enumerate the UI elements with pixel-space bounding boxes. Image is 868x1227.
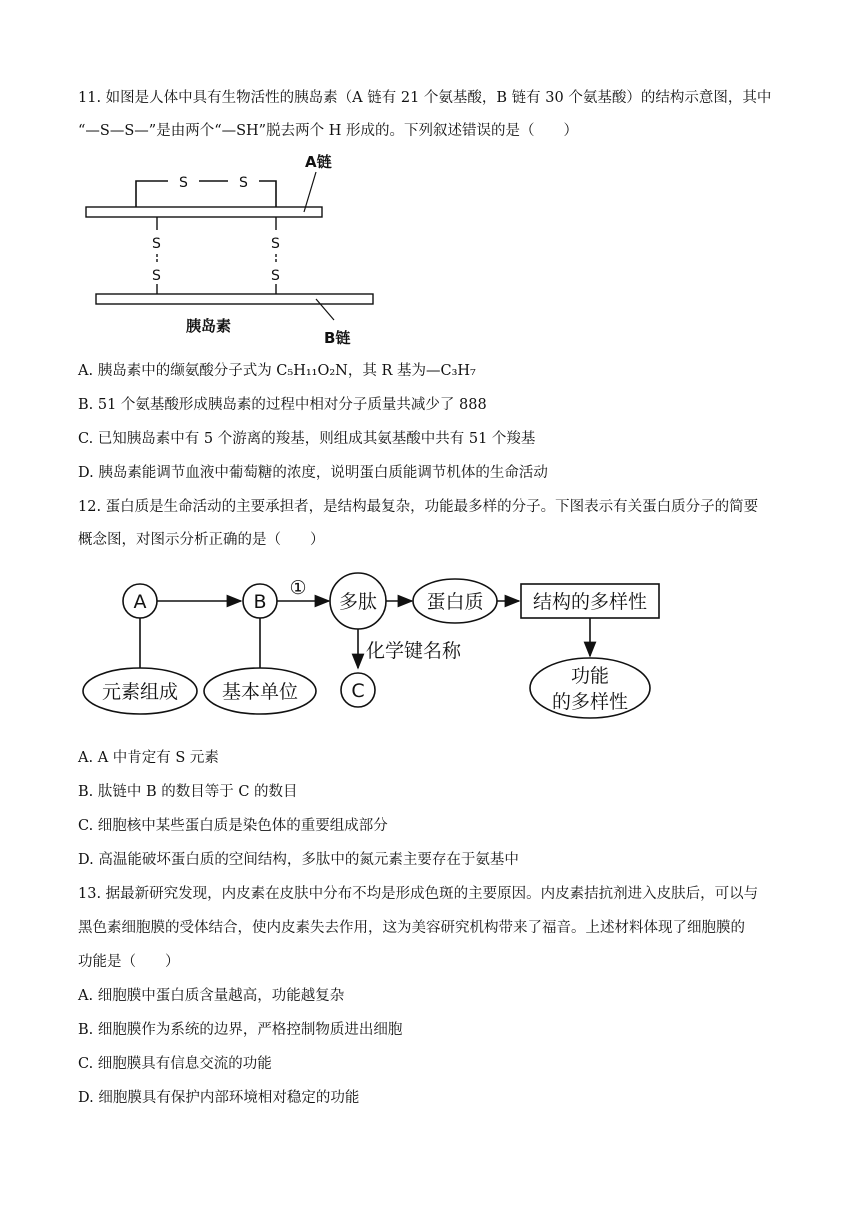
q11-option-b: B. 51 个氨基酸形成胰岛素的过程中相对分子质量共减少了 888 [78, 397, 487, 413]
node-a-label: A [133, 591, 147, 613]
q13-option-c: C. 细胞膜具有信息交流的功能 [78, 1056, 272, 1072]
q12-stem-line2: 概念图，对图示分析正确的是（ ） [78, 532, 325, 548]
q11-option-c: C. 已知胰岛素中有 5 个游离的羧基，则组成其氨基酸中共有 51 个羧基 [78, 431, 536, 447]
q12-option-a: A. A 中肯定有 S 元素 [78, 750, 219, 766]
q13-option-b: B. 细胞膜作为系统的边界，严格控制物质进出细胞 [78, 1022, 403, 1038]
structure-diversity-label: 结构的多样性 [532, 591, 648, 613]
q11-stem-line2: “—S—S—”是由两个“—SH”脱去两个 H 形成的。下列叙述错误的是（ ） [78, 123, 578, 139]
q12-option-d: D. 高温能破坏蛋白质的空间结构，多肽中的氮元素主要存在于氨基中 [78, 852, 519, 868]
insulin-label: 胰岛素 [186, 317, 232, 335]
q13-stem-line1: 13. 据最新研究发现，内皮素在皮肤中分布不均是形成色斑的主要原因。内皮素拮抗剂进入皮肤后，可以与 [78, 886, 759, 902]
step-1-label: ① [289, 577, 307, 599]
q12-option-c: C. 细胞核中某些蛋白质是染色体的重要组成部分 [78, 818, 388, 834]
s-label: S [271, 236, 280, 252]
q11-option-d: D. 胰岛素能调节血液中葡萄糖的浓度，说明蛋白质能调节机体的生命活动 [78, 465, 548, 481]
basic-unit-label: 基本单位 [221, 681, 299, 703]
s-label: S [239, 175, 248, 191]
q12-stem-line1: 12. 蛋白质是生命活动的主要承担者，是结构最复杂，功能最多样的分子。下图表示有关蛋白质分子的简要 [78, 499, 759, 515]
polypeptide-label: 多肽 [338, 591, 378, 613]
b-chain-label: B链 [324, 329, 351, 347]
element-composition-label: 元素组成 [101, 681, 179, 703]
protein-label: 蛋白质 [426, 591, 484, 613]
q13-stem-line2: 黑色素细胞膜的受体结合，使内皮素失去作用，这为美容研究机构带来了福音。上述材料体现了细胞膜的 [78, 920, 745, 936]
q13-stem-line3: 功能是（ ） [78, 954, 180, 970]
a-chain-label: A链 [305, 153, 332, 171]
node-c-label: C [351, 680, 365, 702]
q13-option-d: D. 细胞膜具有保护内部环境相对稳定的功能 [78, 1090, 360, 1106]
s-label: S [271, 268, 280, 284]
s-label: S [179, 175, 188, 191]
function-diversity-line2: 的多样性 [551, 691, 629, 713]
q11-stem-line1: 11. 如图是人体中具有生物活性的胰岛素（A 链有 21 个氨基酸，B 链有 30 个氨基酸）的结构示意图，其中 [78, 90, 772, 106]
s-label: S [152, 236, 161, 252]
node-b-label: B [253, 591, 267, 613]
function-diversity-line1: 功能 [570, 665, 610, 687]
q13-option-a: A. 细胞膜中蛋白质含量越高，功能越复杂 [78, 988, 345, 1004]
chemical-bond-label: 化学键名称 [366, 640, 462, 662]
q12-option-b: B. 肽链中 B 的数目等于 C 的数目 [78, 784, 298, 800]
s-label: S [152, 268, 161, 284]
q11-option-a: A. 胰岛素中的缬氨酸分子式为 C₅H₁₁O₂N，其 R 基为—C₃H₇ [78, 363, 476, 379]
